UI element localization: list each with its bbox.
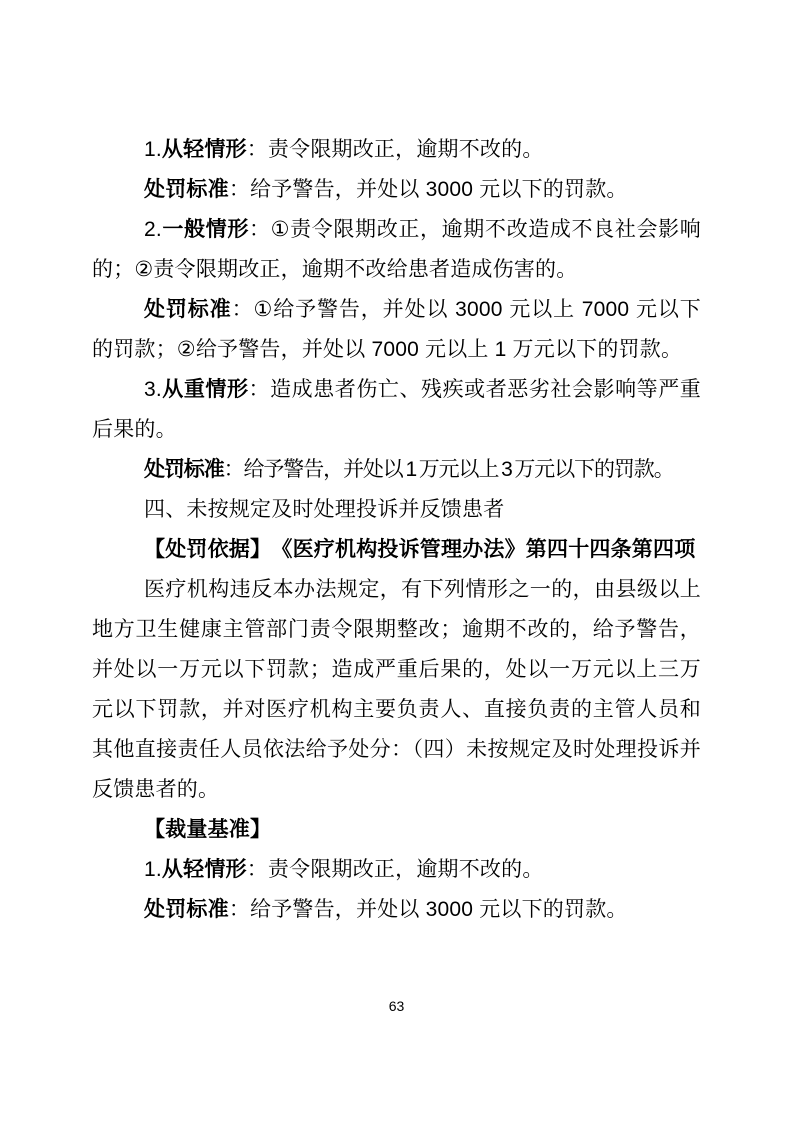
page-number: 63: [388, 998, 405, 1014]
text-segment: 【处罚依据】 《医疗机构投诉管理办法》第四十四条第四项: [144, 538, 696, 561]
text-segment: 3.: [144, 378, 162, 401]
paragraph: [92, 370, 701, 450]
text-segment: 从重情形: [161, 378, 249, 401]
text-segment: 从轻情形: [161, 138, 247, 161]
text-segment: ：①给予警告，并处以 3000 元以上 7000 元以下的罚款；②给予警告，并处以 7000 元以上 1 万元以下的罚款。: [92, 298, 701, 361]
text-segment: ：给予警告，并处以 3000 元以下的罚款。: [228, 178, 628, 201]
text-segment: ：责令限期改正，逾期不改的。: [246, 138, 544, 161]
paragraph: [92, 890, 701, 930]
paragraph: [92, 450, 701, 490]
paragraph: [92, 850, 701, 890]
text-segment: ：①责令限期改正，逾期不改造成不良社会影响的；②责令限期改正，逾期不改给患者造成伤害的。: [92, 218, 701, 281]
paragraph: [92, 490, 701, 530]
document-content: [92, 130, 701, 930]
text-segment: ：造成患者伤亡、残疾或者恶劣社会影响等严重后果的。: [92, 378, 701, 441]
paragraph: [92, 570, 701, 810]
paragraph: [92, 170, 701, 210]
paragraph: [92, 210, 701, 290]
text-segment: 从轻情形: [161, 858, 247, 881]
text-segment: 2.: [144, 218, 162, 241]
text-segment: 处罚标准: [144, 178, 229, 201]
text-segment: 处罚标准: [144, 298, 232, 321]
text-segment: 一般情形: [161, 218, 249, 241]
paragraph: [92, 290, 701, 370]
text-segment: 医疗机构违反本办法规定，有下列情形之一的，由县级以上地方卫生健康主管部门责令限期整改；逾期不改的，给予警告，并处以一万元以下罚款；造成严重后果的，处以一万元以上三万元以下罚款，并对医疗机构主要负责人、直接负责的主管人员和其他直接责任人员依法给予处分：（四）未按规定及时处理投诉并反馈患者的。: [92, 578, 701, 801]
text-segment: ：责令限期改正，逾期不改的。: [246, 858, 544, 881]
text-segment: 【裁量基准】: [144, 818, 272, 841]
paragraph: [92, 130, 701, 170]
text-segment: 四、未按规定及时处理投诉并反馈患者: [144, 498, 505, 521]
paragraph: [92, 530, 701, 570]
text-segment: ：给予警告，并处以 1 万元以上 3 万元以下的罚款。: [223, 458, 674, 481]
text-segment: 处罚标准: [144, 458, 224, 481]
text-segment: 1.: [144, 858, 162, 881]
text-segment: 1.: [144, 138, 162, 161]
text-segment: 处罚标准: [144, 898, 229, 921]
paragraph: [92, 810, 701, 850]
text-segment: ：给予警告，并处以 3000 元以下的罚款。: [228, 898, 628, 921]
